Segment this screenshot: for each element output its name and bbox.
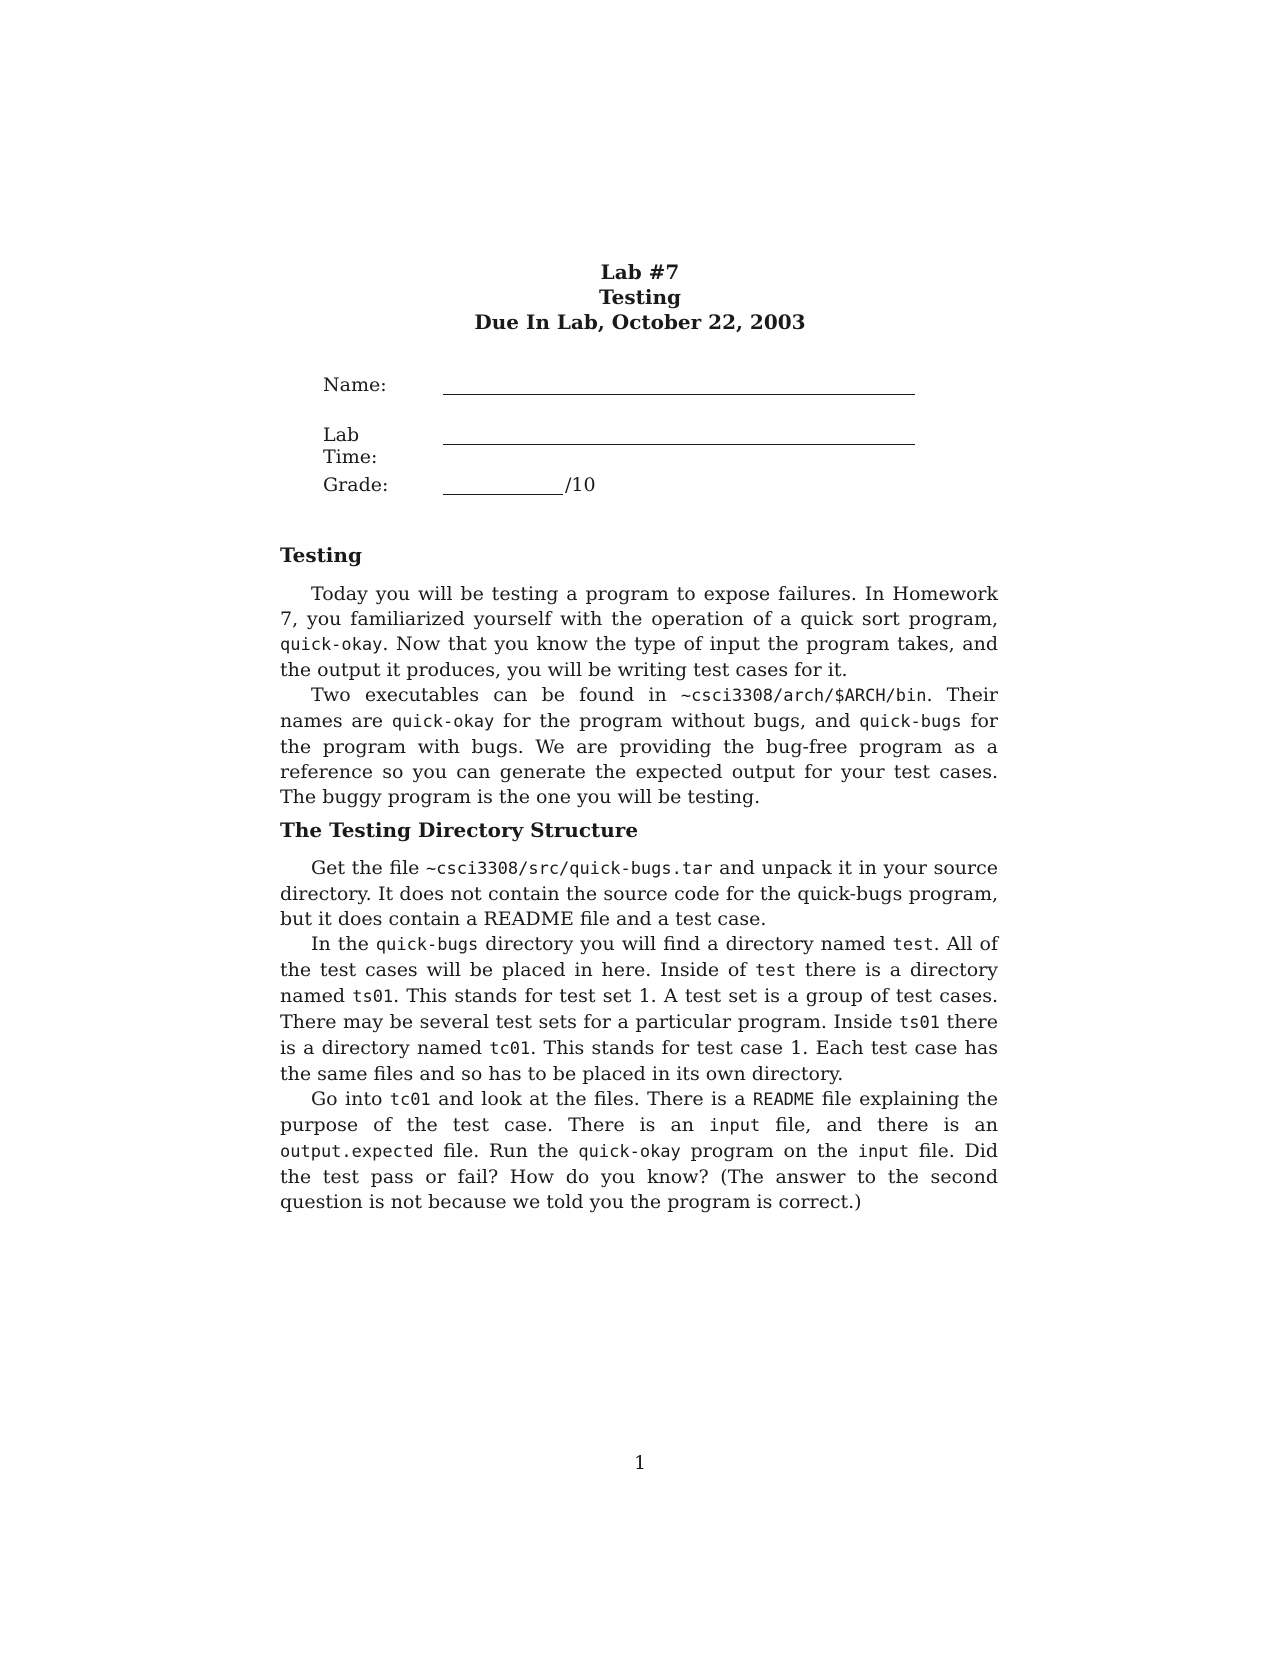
due-date-title: Due In Lab, October 22, 2003	[474, 310, 806, 334]
testing-paragraph-1: Today you will be testing a program to expose failures. In Homework 7, you familiarized yourself with the operation of a quick sort program, quick-okay. Now that you know the type of input the program takes, and the output it produces, you will be writing test cases for it.	[280, 583, 998, 681]
directory-paragraph-2: In the quick-bugs directory you will find a directory named test. All of the test cases will be placed in here. Inside of test there is a directory named ts01. This stands for test set 1. A test set is a group of test cases. There may be several test sets for a particular program. Inside ts01 there is a directory named tc01. This stands for test case 1. Each test case has the same files and so has to be placed in its own directory.	[280, 933, 999, 1085]
grade-max-score: /10	[565, 474, 596, 496]
directory-paragraph-3: Go into tc01 and look at the files. There is a README file explaining the purpose of the test case. There is an input file, and there is an output.expected file. Run the quick-okay program on the input file. Did the test pass or fail? How do you know? (The answer to the second question is not because we told you the program is correct.)	[280, 1088, 999, 1213]
page-number: 1	[633, 1452, 647, 1474]
testing-paragraph-2: Two executables can be found in ~csci3308/arch/$ARCH/bin. Their names are quick-okay for the program without bugs, and quick-bugs for the program with bugs. We are providing the bug-free program as a reference so you can generate the expected output for your test cases. The buggy program is the one you will be testing.	[280, 684, 999, 808]
lab-time-blank-line[interactable]	[443, 444, 915, 445]
program-name-code: quick-okay	[578, 1142, 681, 1162]
directory-name-code: test	[755, 961, 797, 981]
directory-name-code: tc01	[489, 1039, 531, 1059]
lab-time-label: Lab Time:	[323, 424, 378, 468]
file-name-code: input	[709, 1116, 761, 1136]
grade-label: Grade:	[323, 474, 389, 496]
directory-paragraph-1: Get the file ~csci3308/src/quick-bugs.tar and unpack it in your source directory. It does not contain the source code for the quick-bugs program, but it does contain a README file and a test case.	[280, 857, 998, 930]
name-blank-line[interactable]	[443, 394, 915, 395]
lab-topic-title: Testing	[599, 285, 681, 309]
lab-number-title: Lab #7	[600, 260, 680, 284]
directory-name-code: tc01	[389, 1090, 431, 1110]
testing-section-body	[280, 582, 998, 810]
file-name-code: input	[857, 1142, 909, 1162]
directory-section-body	[280, 856, 998, 1215]
name-label: Name:	[323, 374, 387, 396]
directory-name-code: quick-bugs	[375, 935, 479, 955]
bin-path-code: ~csci3308/arch/$ARCH/bin	[680, 686, 927, 706]
directory-name-code: ts01	[352, 987, 394, 1007]
program-name-code: quick-bugs	[859, 712, 962, 732]
tar-path-code: ~csci3308/src/quick-bugs.tar	[426, 859, 713, 879]
section-heading-directory-structure: The Testing Directory Structure	[280, 818, 639, 842]
document-title-block	[0, 260, 1280, 335]
directory-name-code: test	[892, 935, 934, 955]
file-name-code: README	[752, 1090, 815, 1110]
section-heading-testing: Testing	[280, 543, 362, 567]
grade-blank-line[interactable]	[443, 494, 563, 495]
file-name-code: output.expected	[280, 1142, 434, 1162]
program-name-code: quick-okay	[280, 635, 383, 655]
program-name-code: quick-okay	[391, 712, 495, 732]
directory-name-code: ts01	[899, 1013, 940, 1033]
